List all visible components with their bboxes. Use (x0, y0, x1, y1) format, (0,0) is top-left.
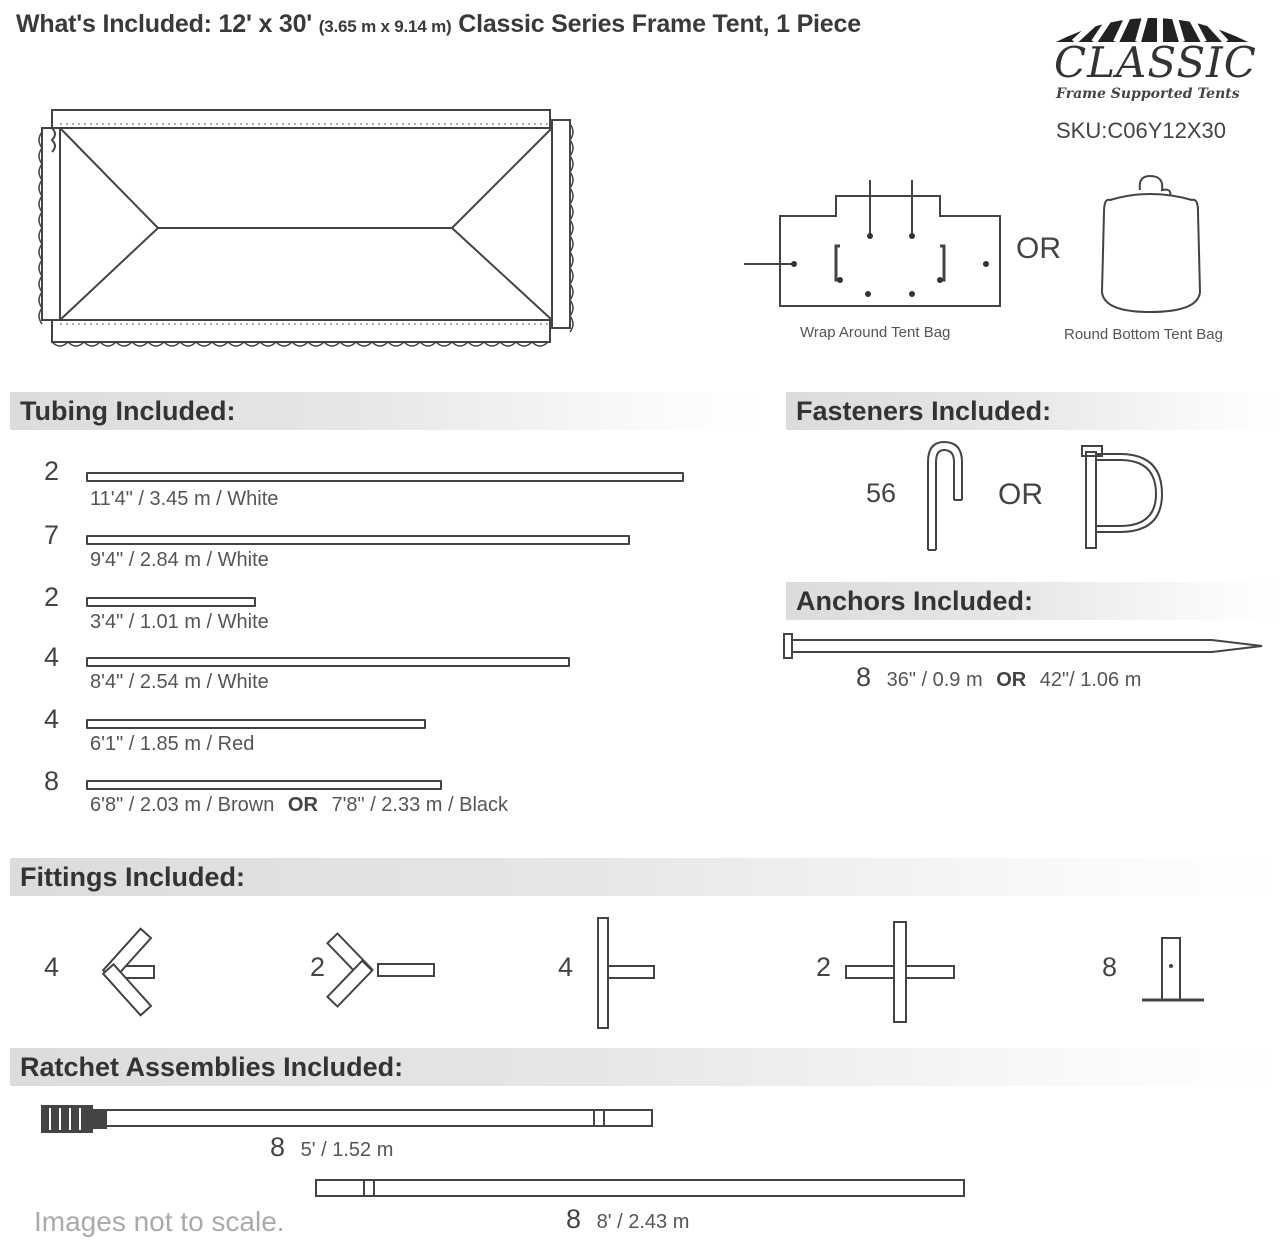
sku-text: SKU:C06Y12X30 (1056, 118, 1226, 143)
bag-or: OR (1016, 232, 1061, 265)
logo-wordmark: CLASSIC (1054, 38, 1257, 87)
tubing-label: 3'4" / 1.01 m / White (90, 611, 269, 633)
tube-bar (86, 597, 256, 607)
anchors-size2: 42"/ 1.06 m (1039, 669, 1142, 691)
fasteners-or: OR (998, 478, 1043, 511)
title-metric: (3.65 m x 9.14 m) (318, 17, 452, 36)
tubing-qty: 7 (44, 520, 60, 550)
footplate-fitting-icon (1138, 936, 1208, 1006)
corner-3way-fitting-icon (74, 920, 164, 1026)
cross-fitting-icon (842, 920, 958, 1024)
tubing-section-header: Tubing Included: (10, 392, 760, 430)
ratchet-strap-icon (40, 1102, 656, 1136)
tube-bar (86, 719, 426, 729)
tubing-qty: 4 (44, 704, 60, 734)
tubing-qty: 2 (44, 582, 60, 612)
anchors-section-header: Anchors Included: (786, 582, 1280, 620)
anchors-or: OR (996, 669, 1027, 691)
fitting-qty: 8 (1102, 952, 1118, 982)
tube-bar (86, 780, 442, 790)
strap-label: 8' / 2.43 m (596, 1211, 690, 1233)
page-title (16, 10, 861, 39)
scale-note: Images not to scale. (34, 1206, 285, 1237)
title-rest: Classic Series Frame Tent, 1 Piece (458, 10, 861, 38)
anchors-caption (856, 662, 1141, 693)
lynch-pin-icon (1078, 444, 1168, 550)
fasteners-qty: 56 (866, 478, 897, 508)
tubing-label: 8'4" / 2.54 m / White (90, 671, 269, 693)
round-bottom-bag-icon (1098, 172, 1208, 318)
tube-bar (86, 472, 684, 482)
tubing-label-alt: 7'8" / 2.33 m / Black (331, 794, 509, 816)
fitting-qty: 2 (816, 952, 832, 982)
anchors-qty: 8 (856, 662, 872, 692)
anchor-stake-icon (782, 632, 1266, 662)
fitting-qty: 4 (558, 952, 574, 982)
logo-tagline: Frame Supported Tents (1056, 86, 1240, 102)
fasteners-section-header: Fasteners Included: (786, 392, 1280, 430)
ratchet-caption (270, 1132, 393, 1163)
ratchets-section-header: Ratchet Assemblies Included: (10, 1048, 1280, 1086)
wrap-bag-label: Wrap Around Tent Bag (800, 324, 951, 341)
tubing-label: 9'4" / 2.84 m / White (90, 549, 269, 571)
round-bag-label: Round Bottom Tent Bag (1064, 326, 1223, 343)
tubing-label: 11'4" / 3.45 m / White (90, 488, 279, 510)
tubing-qty: 2 (44, 456, 60, 486)
strap-icon (314, 1176, 968, 1200)
hook-pin-icon (922, 440, 972, 552)
tee-fitting-icon (594, 914, 658, 1030)
tubing-qty: 8 (44, 766, 60, 796)
fitting-qty: 2 (310, 952, 326, 982)
tubing-qty: 4 (44, 642, 60, 672)
tubing-or: OR (287, 794, 318, 816)
tent-top-view-diagram (38, 106, 574, 346)
tubing-label (90, 794, 508, 817)
title-main: What's Included: 12' x 30' (16, 10, 313, 38)
fitting-qty: 4 (44, 952, 60, 982)
strap-qty: 8 (566, 1204, 582, 1234)
tubing-label-primary: 6'8" / 2.03 m / Brown (90, 794, 275, 816)
tube-bar (86, 657, 570, 667)
ratchet-qty: 8 (270, 1132, 286, 1162)
wrap-around-bag-icon (744, 176, 1004, 306)
angle-3way-fitting-icon (338, 928, 438, 1012)
anchors-size1: 36" / 0.9 m (886, 669, 983, 691)
tubing-label: 6'1" / 1.85 m / Red (90, 733, 255, 755)
tube-bar (86, 535, 630, 545)
fittings-section-header: Fittings Included: (10, 858, 1280, 896)
ratchet-label: 5' / 1.52 m (300, 1139, 394, 1161)
strap-caption (566, 1204, 689, 1235)
